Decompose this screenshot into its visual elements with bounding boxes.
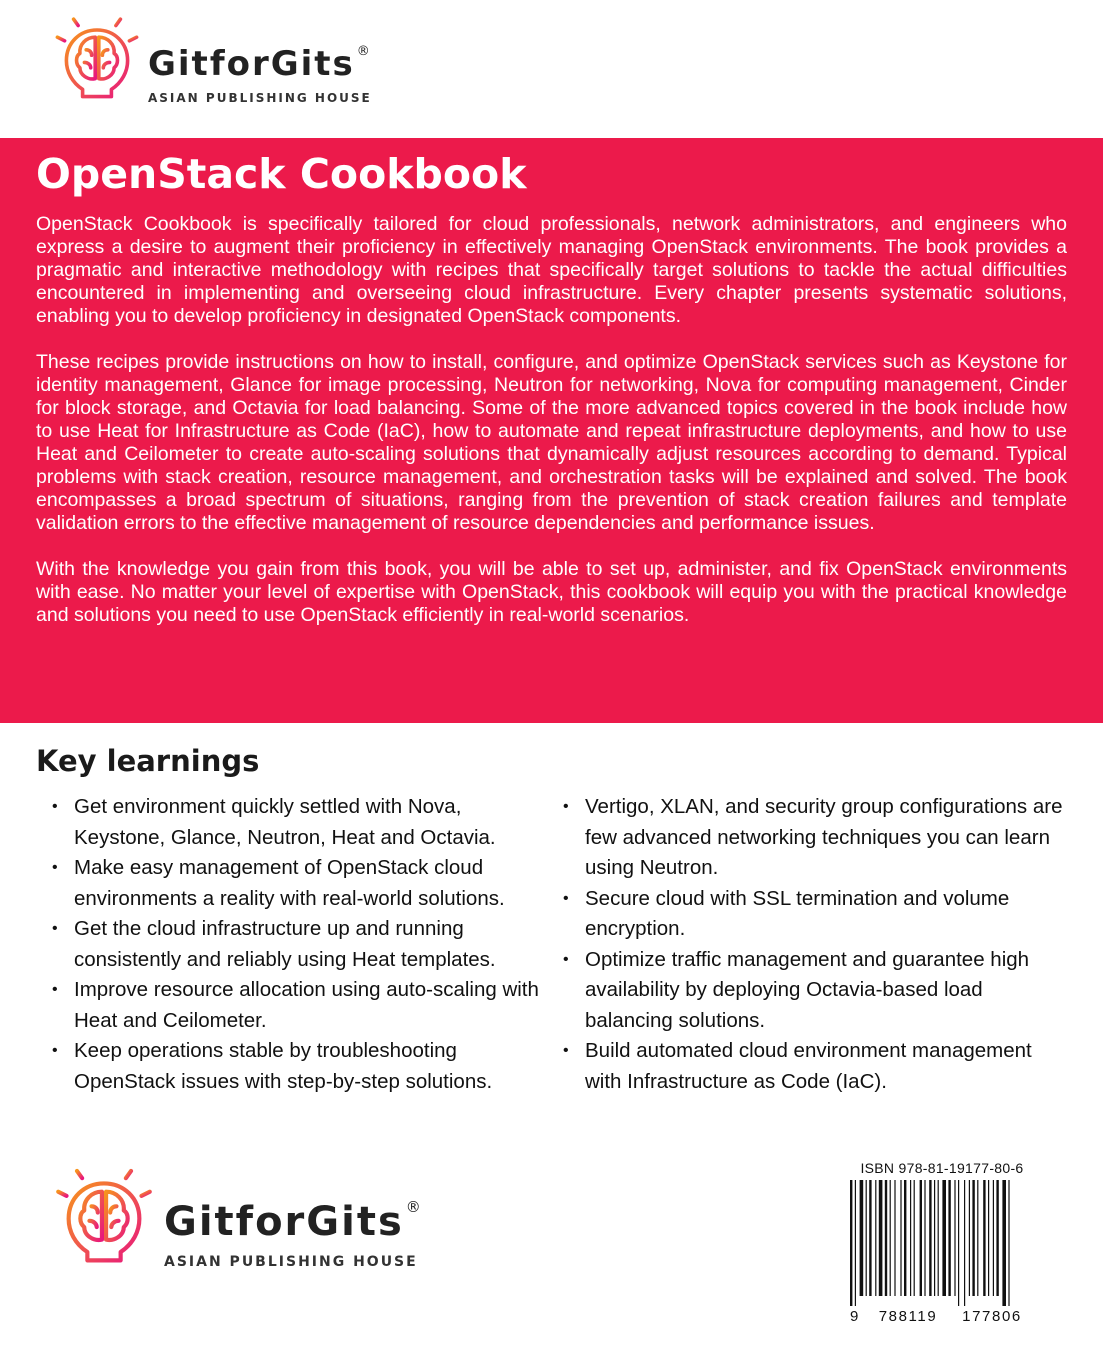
list-item (52, 792, 552, 853)
list-item (563, 945, 1073, 1037)
barcode-bar (885, 1180, 887, 1296)
bullet-icon: • (563, 950, 569, 968)
key-learnings-left-list (52, 792, 552, 1097)
bullet-icon: • (52, 1042, 58, 1059)
barcode-bar (910, 1180, 911, 1296)
barcode-image (844, 1180, 1040, 1306)
barcode-bar (890, 1180, 891, 1296)
barcode-bar (938, 1180, 939, 1296)
barcode-bar (875, 1180, 876, 1296)
list-item (52, 914, 552, 975)
list-item-text: Make easy management of OpenStack cloud environments a reality with real-world solutions. (74, 856, 505, 910)
publisher-logo-top (52, 10, 372, 122)
barcode-digits-right: 177806 (962, 1308, 1022, 1325)
bullet-icon: • (52, 798, 58, 815)
barcode-bar (904, 1180, 906, 1296)
publisher-name: GitforGits (148, 43, 355, 84)
description-paragraph: OpenStack Cookbook is specifically tailored for cloud professionals, network administrators, and engineers who express a desire to augment their proficiency in effectively managing OpenStack environments. The book provides a pragmatic and interactive methodology with recipes that specifically target solutions to tackle the actual difficulties encountered in implementing and overseeing cloud infrastructure. Every chapter presents systematic solutions, enabling you to develop proficiency in designated OpenStack components. (36, 213, 1067, 328)
bullet-icon: • (563, 798, 569, 815)
barcode-bar (954, 1180, 955, 1296)
lightbulb-brain-icon (52, 10, 142, 122)
list-item (52, 853, 552, 914)
bullet-icon: • (563, 1042, 569, 1059)
bullet-icon: • (52, 859, 58, 876)
barcode-bar (969, 1180, 970, 1296)
bullet-icon: • (52, 920, 58, 937)
list-item (563, 792, 1073, 884)
barcode-bar (900, 1180, 901, 1296)
key-learnings-right-list (563, 792, 1073, 1097)
barcode-bar (996, 1180, 998, 1296)
barcode-bar (929, 1180, 931, 1296)
barcode-bar (964, 1180, 965, 1306)
publisher-logo-bottom (52, 1160, 421, 1290)
book-title: OpenStack Cookbook (36, 150, 527, 198)
publisher-name: GitforGits (164, 1198, 404, 1245)
registered-mark: ® (356, 43, 370, 59)
isbn-barcode-block (844, 1160, 1040, 1325)
publisher-tagline: ASIAN PUBLISHING HOUSE (164, 1253, 418, 1270)
registered-mark: ® (405, 1197, 421, 1216)
list-item-text: Secure cloud with SSL termination and volume encryption. (585, 886, 1010, 940)
barcode-digits (844, 1308, 1040, 1325)
barcode-bar (860, 1180, 864, 1296)
bullet-icon: • (52, 981, 58, 998)
description-band (0, 138, 1103, 723)
list-item-text: Optimize traffic management and guarantee high availability by deploying Octavia-based load balancing solutions. (585, 947, 1030, 1032)
list-item-text: Keep operations stable by troubleshooting OpenStack issues with step-by-step solutions. (74, 1039, 493, 1093)
barcode-digits-left: 788119 (878, 1308, 938, 1325)
barcode-bar (1008, 1180, 1009, 1306)
barcode-bar (972, 1180, 974, 1296)
list-item (563, 884, 1073, 945)
barcode-bar (879, 1180, 883, 1296)
barcode-bar (869, 1180, 871, 1296)
description-paragraph: With the knowledge you gain from this book, you will be able to set up, administer, and fix OpenStack environments with ease. No matter your level of expertise with OpenStack, this cookbook will equip you with the practical knowledge and solutions you need to use OpenStack efficiently in real-world scenarios. (36, 558, 1067, 627)
barcode-bar (855, 1180, 856, 1306)
list-item (563, 1036, 1073, 1097)
lightbulb-brain-icon (52, 1160, 156, 1290)
barcode-bar (850, 1180, 852, 1306)
list-item (52, 1036, 552, 1097)
barcode-bar (894, 1180, 895, 1296)
list-item-text: Improve resource allocation using auto-scaling with Heat and Ceilometer. (74, 978, 539, 1032)
barcode-bar (934, 1180, 935, 1296)
barcode-bar (977, 1180, 978, 1296)
barcode-bar (988, 1180, 989, 1296)
barcode-bar (920, 1180, 922, 1296)
barcode-bar (958, 1180, 959, 1306)
list-item-text: Get the cloud infrastructure up and running consistently and reliably using Heat templates. (74, 917, 496, 971)
barcode-bar (983, 1180, 985, 1296)
list-item-text: Vertigo, XLAN, and security group configurations are few advanced networking techniques you can learn using Neutron. (585, 795, 1063, 879)
barcode-bar (866, 1180, 867, 1296)
barcode-bar (914, 1180, 915, 1296)
publisher-tagline: ASIAN PUBLISHING HOUSE (148, 90, 372, 105)
barcode-bar (1002, 1180, 1006, 1306)
isbn-label: ISBN 978-81-19177-80-6 (860, 1160, 1024, 1176)
list-item-text: Get environment quickly settled with Nova, Keystone, Glance, Neutron, Heat and Octavia. (74, 795, 496, 849)
key-learnings-heading: Key learnings (36, 744, 260, 778)
list-item-text: Build automated cloud environment management with Infrastructure as Code (IaC). (585, 1039, 1032, 1093)
barcode-digit-first: 9 (850, 1308, 860, 1325)
barcode-bar (948, 1180, 950, 1296)
list-item (52, 975, 552, 1036)
bullet-icon: • (563, 889, 569, 907)
description-paragraph: These recipes provide instructions on how to install, configure, and optimize OpenStack services such as Keystone for identity management, Glance for image processing, Neutron for networking, Nova for computing management, Cinder for block storage, and Octavia for load balancing. Some of the more advanced topics covered in the book include how to use Heat for Infrastructure as Code (IaC), how to automate and repeat infrastructure deployments, and how to use Heat and Ceilometer to create auto-scaling solutions that dynamically adjust resources according to demand. Typical problems with stack creation, resource management, and orchestration tasks will be explained and solved. The book encompasses a broad spectrum of situations, ranging from the prevention of stack creation failures and template validation errors to the effective management of resource dependencies and performance issues. (36, 351, 1067, 535)
barcode-bar (924, 1180, 925, 1296)
barcode-bar (942, 1180, 946, 1296)
barcode-bar (993, 1180, 994, 1296)
